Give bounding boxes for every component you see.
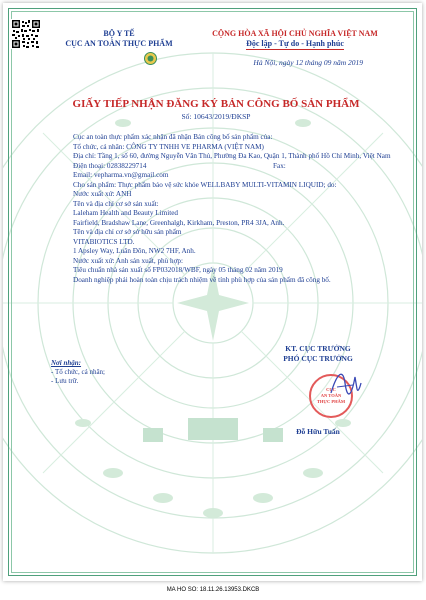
nation-name: CỘNG HÒA XÃ HỘI CHỦ NGHĨA VIỆT NAM	[212, 29, 378, 38]
responsibility-line: Doanh nghiệp phải hoàn toàn chịu trách nhiệm về tính phù hợp của sản phẩm đã công bố.	[73, 275, 331, 284]
certificate-paper	[3, 3, 422, 581]
signer-name: Đỗ Hữu Tuấn	[296, 427, 340, 436]
signature-title-line1: KT. CỤC TRƯỞNG	[285, 344, 351, 353]
recipient-item: - Tổ chức, cá nhân;	[51, 368, 106, 376]
origin-conformity-line: Nước xuất xứ: Anh sản xuất, phù hợp:	[73, 256, 184, 265]
standard-line: Tiêu chuẩn nhà sản xuất số FP032018/WBF, ngày 05 tháng 02 năm 2019	[73, 266, 283, 274]
signature-title-line2: PHÓ CỤC TRƯỞNG	[283, 354, 353, 363]
agency-logo-icon	[144, 52, 157, 65]
product-line: Cho sản phẩm: Thực phẩm bảo vệ sức khỏe WELLBABY MULTI-VITAMIN LIQUID; do:	[73, 180, 337, 189]
document-title: GIẤY TIẾP NHẬN ĐĂNG KÝ BẢN CÔNG BỐ SẢN PHẨM	[72, 98, 360, 110]
manufacturer-address: Fairfield, Bradshaw Lane, Greenhalgh, Kirkham, Preston, PR4 3JA, Anh.	[73, 218, 285, 227]
qr-code-icon	[11, 19, 41, 49]
recipient-item: - Lưu trữ.	[51, 377, 79, 385]
recipients-heading: Nơi nhận:	[51, 359, 82, 367]
dossier-code: MA HO SO: 18.11.26.13953.DKCB	[166, 587, 260, 593]
owner-label: Tên và địa chỉ cơ sở sở hữu sản phẩm	[73, 228, 182, 236]
document-body	[73, 133, 413, 285]
national-motto: Độc lập - Tự do - Hạnh phúc	[246, 39, 344, 48]
organization-line: Tổ chức, cá nhân: CÔNG TY TNHH VE PHARMA (VIỆT NAM)	[73, 142, 264, 151]
department-name: CỤC AN TOÀN THỰC PHẨM	[65, 39, 173, 48]
address-line: Địa chỉ: Tầng 1, số 60, đường Nguyễn Văn Thủ, Phường Đa Kao, Quận 1, Thành phố Hồ Chí Minh, Việt Nam	[73, 152, 391, 160]
manufacturer-label: Tên và địa chỉ cơ sở sản xuất:	[73, 199, 159, 208]
stamp-text: AN TOÀN	[320, 393, 342, 398]
handwritten-signature	[323, 363, 363, 403]
fax-line: Fax:	[273, 161, 286, 170]
issue-date: Hà Nội, ngày 12 tháng 09 năm 2019	[253, 58, 363, 67]
intro-line: Cục an toàn thực phẩm xác nhận đã nhận Bản công bố sản phẩm của:	[73, 133, 273, 141]
manufacturer-name: Laleham Health and Beauty Limited	[73, 209, 178, 217]
owner-address: 1 Apsley Way, Luân Đôn, NW2 7HF, Anh.	[73, 247, 196, 255]
recipients-block	[51, 359, 105, 386]
issuing-authority	[63, 29, 175, 49]
inner-border	[11, 11, 414, 573]
document-number: Số: 10643/2019/ĐKSP	[181, 112, 251, 121]
stamp-text: CỤC	[326, 387, 336, 392]
owner-name: VITABIOTICS LTD.	[73, 237, 135, 246]
phone-line: Điện thoại: 02838229714	[73, 161, 147, 170]
phone-fax-row	[73, 162, 413, 172]
national-header	[195, 29, 395, 50]
origin-line: Nước xuất xứ: ANH	[73, 190, 132, 198]
ministry-name: BỘ Y TẾ	[103, 29, 135, 38]
signature-title	[268, 344, 368, 364]
stamp-text: THỰC PHẨM	[316, 399, 346, 404]
email-line: Email: vepharma.vn@gmail.com	[73, 171, 169, 179]
